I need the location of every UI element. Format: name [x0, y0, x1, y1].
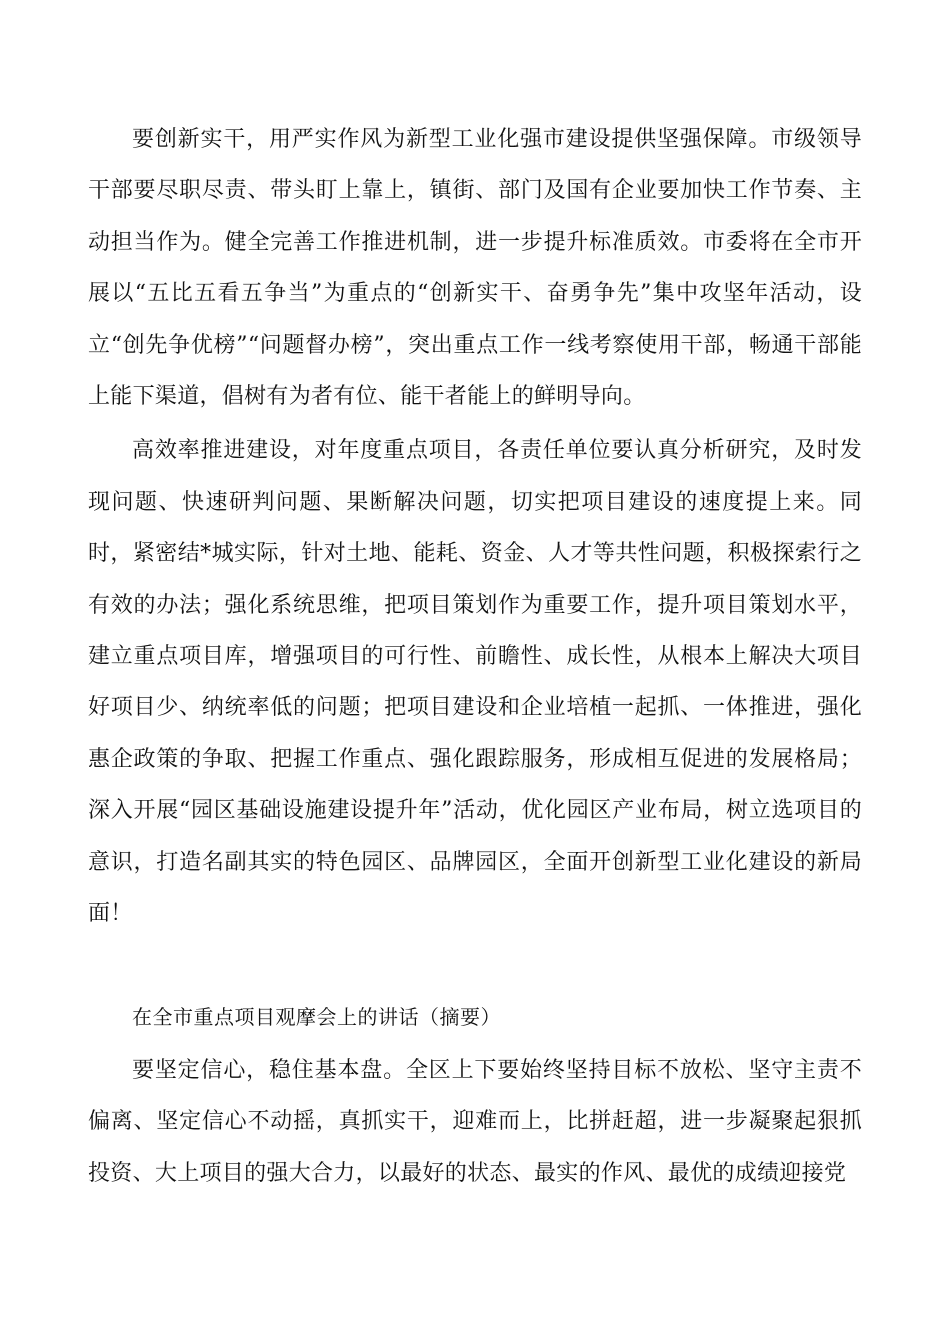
- paragraph-confidence: 要坚定信心，稳住基本盘。全区上下要始终坚持目标不放松、坚守主责不偏离、坚定信心不动摇，真抓实干，迎难而上，比拼赶超，进一步凝聚起狠抓投资、大上项目的强大合力，以最好的状态、最实的作风、最优的成绩迎接党: [88, 1057, 862, 1186]
- paragraph-construction: 高效率推进建设，对年度重点项目，各责任单位要认真分析研究，及时发现问题、快速研判问题、果断解决问题，切实把项目建设的速度提上来。同时，紧密结*城实际，针对土地、能耗、资金、人才等共性问题，积极探索行之有效的办法；强化系统思维，把项目策划作为重要工作，提升项目策划水平，建立重点项目库，增强项目的可行性、前瞻性、成长性，从根本上解决大项目好项目少、纳统率低的问题；把项目建设和企业培植一起抓、一体推进，强化惠企政策的争取、把握工作重点、强化跟踪服务，形成相互促进的发展格局；深入开展“园区基础设施建设提升年”活动，优化园区产业布局，树立选项目的意识，打造名副其实的特色园区、品牌园区，全面开创新型工业化建设的新局面！: [88, 438, 862, 927]
- section-title: 在全市重点项目观摩会上的讲话（摘要）: [132, 1004, 501, 1029]
- paragraph-innovation: 要创新实干，用严实作风为新型工业化强市建设提供坚强保障。市级领导干部要尽职尽责、带头盯上靠上，镇街、部门及国有企业要加快工作节奏、主动担当作为。健全完善工作推进机制，进一步提升标准质效。市委将在全市开展以“五比五看五争当”为重点的“创新实干、奋勇争先”集中攻坚年活动，设立“创先争优榜”“问题督办榜”，突出重点工作一线考察使用干部，畅通干部能上能下渠道，倡树有为者有位、能干者能上的鲜明导向。: [88, 127, 862, 410]
- document-page: [88, 114, 862, 1199]
